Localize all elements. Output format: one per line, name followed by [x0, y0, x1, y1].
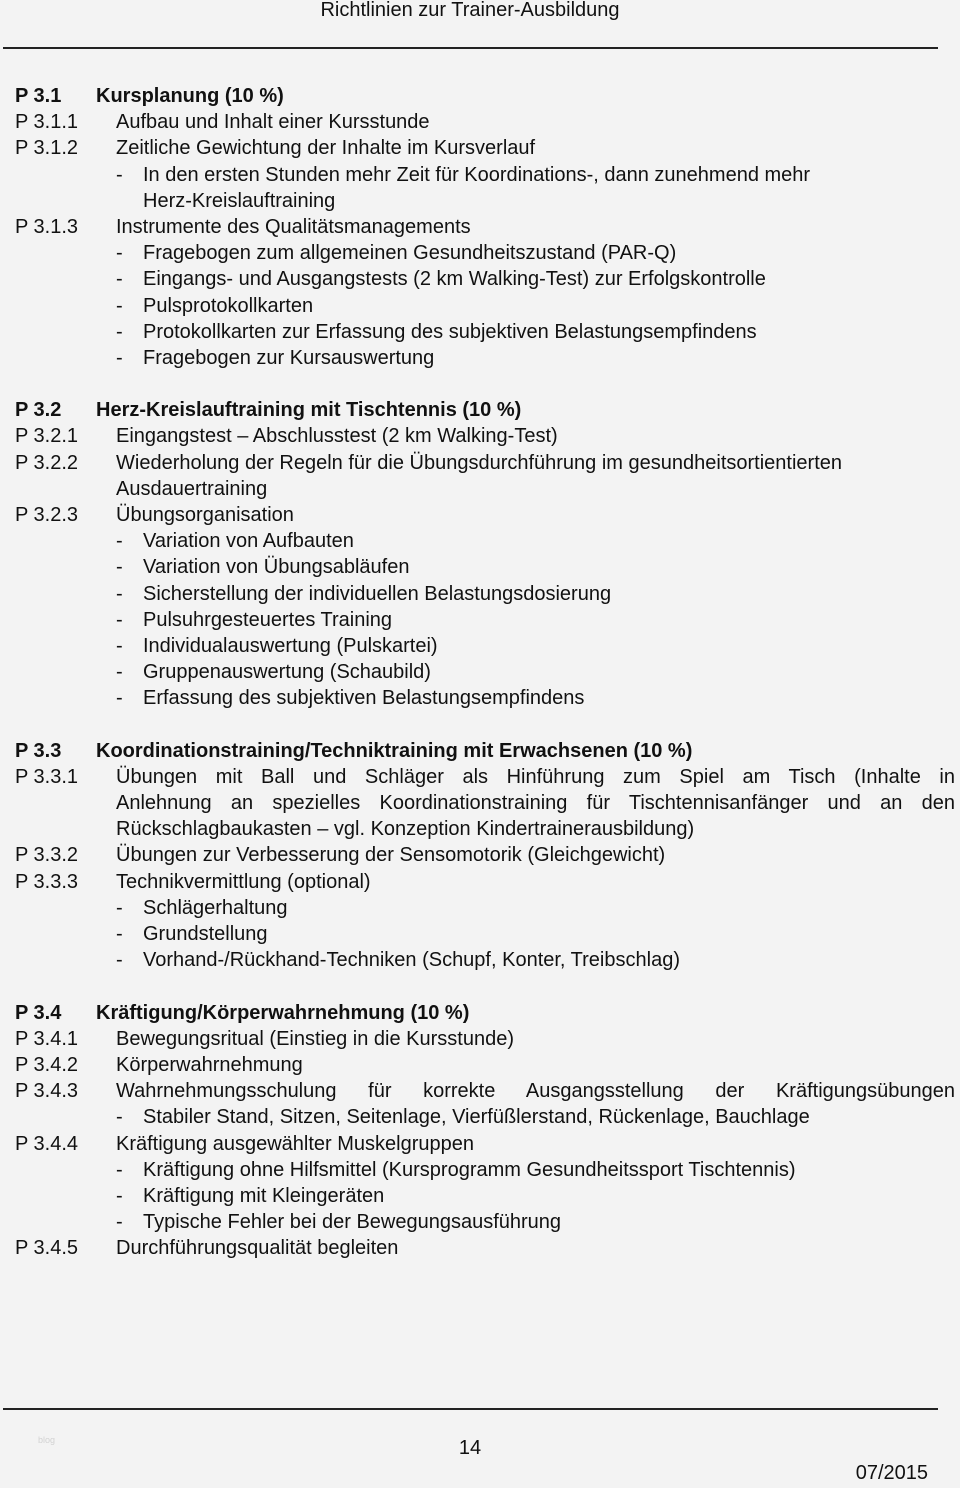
item-text: Bewegungsritual (Einstieg in die Kursstunde) — [116, 1027, 514, 1050]
section-spacer — [0, 371, 960, 397]
bullet-dash: - — [116, 1184, 123, 1207]
outline-item — [0, 764, 960, 790]
bullet-dash: - — [116, 556, 123, 579]
section-heading — [0, 738, 960, 764]
page-number: 14 — [458, 1437, 482, 1459]
footer-rule — [3, 1408, 938, 1410]
outline-item — [0, 1235, 960, 1261]
item-number: P 3.2 — [15, 399, 62, 422]
bullet-item — [0, 1183, 960, 1209]
bullet-item — [0, 659, 960, 685]
bullet-dash: - — [116, 923, 123, 945]
item-text: Körperwahrnehmung — [116, 1053, 303, 1076]
bullet-dash: - — [116, 163, 123, 186]
item-text: Kräftigung mit Kleingeräten — [143, 1184, 385, 1207]
item-text: Pulsprotokollkarten — [143, 294, 314, 317]
item-text: Schlägerhaltung — [143, 896, 288, 919]
item-text: Pulsuhrgesteuertes Training — [143, 608, 393, 631]
item-text: Herz-Kreislauftraining mit Tischtennis (10 %) — [96, 399, 522, 422]
item-number: P 3.4.4 — [15, 1132, 79, 1155]
bullet-dash: - — [116, 242, 123, 265]
item-text: Koordinationstraining/Techniktraining mit Erwachsenen (10 %) — [96, 739, 693, 762]
item-text: Ausdauertraining — [116, 477, 268, 500]
item-text: Wiederholung der Regeln für die Übungsdurchführung im gesundheitsortientierten — [116, 451, 842, 474]
outline-item — [0, 214, 960, 240]
outline-item — [0, 842, 960, 868]
item-number: P 3.3.3 — [15, 870, 79, 893]
bullet-dash: - — [116, 582, 123, 605]
item-number: P 3.1 — [15, 85, 62, 107]
section-heading — [0, 397, 960, 423]
item-number: P 3.4.2 — [15, 1053, 79, 1076]
item-text: In den ersten Stunden mehr Zeit für Koordinations-, dann zunehmend mehr — [143, 163, 811, 186]
item-text: Anlehnung an spezielles Koordinationstraining für Tischtennisanfänger und an den — [116, 792, 955, 815]
bullet-item — [0, 554, 960, 580]
bullet-dash: - — [116, 1158, 123, 1181]
item-text: Kräftigung/Körperwahrnehmung (10 %) — [96, 1001, 470, 1024]
bullet-dash: - — [116, 949, 123, 972]
bullet-item — [0, 633, 960, 659]
item-text: Wahrnehmungsschulung für korrekte Ausgangsstellung der Kräftigungsübungen — [116, 1080, 955, 1103]
bullet-dash: - — [116, 268, 123, 291]
bullet-item — [0, 921, 960, 947]
item-text: Erfassung des subjektiven Belastungsempfindens — [143, 687, 585, 710]
item-number: P 3.2.3 — [15, 504, 79, 526]
item-number: P 3.4.5 — [15, 1237, 79, 1260]
item-text: Technikvermittlung (optional) — [116, 870, 371, 893]
item-number: P 3.4.1 — [15, 1027, 79, 1050]
item-text: Vorhand-/Rückhand-Techniken (Schupf, Konter, Treibschlag) — [143, 949, 680, 972]
item-number: P 3.1.1 — [15, 111, 79, 134]
section-spacer — [0, 973, 960, 999]
item-text: Protokollkarten zur Erfassung des subjektiven Belastungsempfindens — [143, 320, 757, 343]
bullet-dash: - — [116, 634, 123, 657]
bullet-item — [0, 1209, 960, 1235]
item-text: Kräftigung ausgewählter Muskelgruppen — [116, 1132, 474, 1155]
bullet-dash: - — [116, 896, 123, 919]
watermark: blog — [38, 1435, 56, 1445]
item-text: Stabiler Stand, Sitzen, Seitenlage, Vierfüßlerstand, Rückenlage, Bauchlage — [143, 1106, 810, 1129]
item-text: Rückschlagbaukasten – vgl. Konzeption Kindertrainerausbildung) — [116, 818, 695, 841]
item-text: Durchführungsqualität begleiten — [116, 1237, 399, 1260]
item-text: Typische Fehler bei der Bewegungsausführung — [143, 1211, 562, 1234]
outline-item — [0, 423, 960, 449]
item-text: Instrumente des Qualitätsmanagements — [116, 215, 471, 238]
bullet-item — [0, 266, 960, 292]
outline-item — [0, 1052, 960, 1078]
bullet-dash: - — [116, 1106, 123, 1129]
footer-date: 07/2015 — [855, 1462, 928, 1484]
running-header: Richtlinien zur Trainer-Ausbildung — [320, 0, 620, 21]
outline-item — [0, 476, 960, 502]
outline-item — [0, 790, 960, 816]
item-text: Herz-Kreislauftraining — [143, 189, 336, 212]
item-number: P 3.4 — [15, 1001, 62, 1024]
bullet-item — [0, 528, 960, 554]
bullet-dash: - — [116, 346, 123, 369]
bullet-dash: - — [116, 661, 123, 684]
item-number: P 3.1.2 — [15, 137, 79, 160]
item-text: Grundstellung — [143, 923, 268, 945]
outline-item — [0, 1026, 960, 1052]
item-text: Übungsorganisation — [116, 504, 294, 526]
bullet-item — [0, 607, 960, 633]
item-number: P 3.2.1 — [15, 425, 79, 448]
section-heading — [0, 1000, 960, 1026]
item-text: Gruppenauswertung (Schaubild) — [143, 661, 431, 684]
item-text: Aufbau und Inhalt einer Kursstunde — [116, 111, 430, 134]
item-number: P 3.4.3 — [15, 1080, 79, 1103]
item-text: Sicherstellung der individuellen Belastungsdosierung — [143, 582, 612, 605]
item-text: Variation von Übungsabläufen — [143, 556, 410, 579]
item-text: Fragebogen zum allgemeinen Gesundheitszustand (PAR-Q) — [143, 242, 677, 265]
item-text: Kursplanung (10 %) — [96, 85, 284, 107]
bullet-item — [0, 162, 960, 188]
item-number: P 3.2.2 — [15, 451, 79, 474]
bullet-dash: - — [116, 294, 123, 317]
outline-item — [0, 109, 960, 135]
item-number: P 3.3.2 — [15, 844, 79, 867]
outline-item — [0, 188, 960, 214]
outline-item — [0, 869, 960, 895]
bullet-item — [0, 685, 960, 711]
bullet-item — [0, 293, 960, 319]
item-text: Individualauswertung (Pulskartei) — [143, 634, 438, 657]
outline-item — [0, 1131, 960, 1157]
bullet-dash: - — [116, 530, 123, 553]
section-spacer — [0, 712, 960, 738]
bullet-item — [0, 947, 960, 973]
item-number: P 3.1.3 — [15, 215, 79, 238]
outline-item — [0, 135, 960, 161]
document-body — [0, 83, 960, 1261]
bullet-dash: - — [116, 1211, 123, 1234]
bullet-dash: - — [116, 608, 123, 631]
item-text: Eingangs- und Ausgangstests (2 km Walking-Test) zur Erfolgskontrolle — [143, 268, 766, 291]
item-number: P 3.3 — [15, 739, 62, 762]
item-text: Variation von Aufbauten — [143, 530, 354, 553]
bullet-item — [0, 240, 960, 266]
bullet-item — [0, 1157, 960, 1183]
item-text: Kräftigung ohne Hilfsmittel (Kursprogramm Gesundheitssport Tischtennis) — [143, 1158, 796, 1181]
item-text: Zeitliche Gewichtung der Inhalte im Kursverlauf — [116, 137, 536, 160]
bullet-item — [0, 319, 960, 345]
bullet-item — [0, 1104, 960, 1130]
section-heading — [0, 83, 960, 109]
header-rule — [3, 47, 938, 49]
item-text: Übungen mit Ball und Schläger als Hinführung zum Spiel am Tisch (Inhalte in — [116, 765, 955, 788]
bullet-dash: - — [116, 687, 123, 710]
outline-item — [0, 1078, 960, 1104]
outline-item — [0, 502, 960, 528]
item-number: P 3.3.1 — [15, 765, 79, 788]
bullet-item — [0, 581, 960, 607]
item-text: Eingangstest – Abschlusstest (2 km Walking-Test) — [116, 425, 558, 448]
item-text: Übungen zur Verbesserung der Sensomotorik (Gleichgewicht) — [116, 844, 666, 867]
bullet-item — [0, 895, 960, 921]
item-text: Fragebogen zur Kursauswertung — [143, 346, 435, 369]
bullet-item — [0, 345, 960, 371]
outline-item — [0, 816, 960, 842]
bullet-dash: - — [116, 320, 123, 343]
outline-item — [0, 450, 960, 476]
